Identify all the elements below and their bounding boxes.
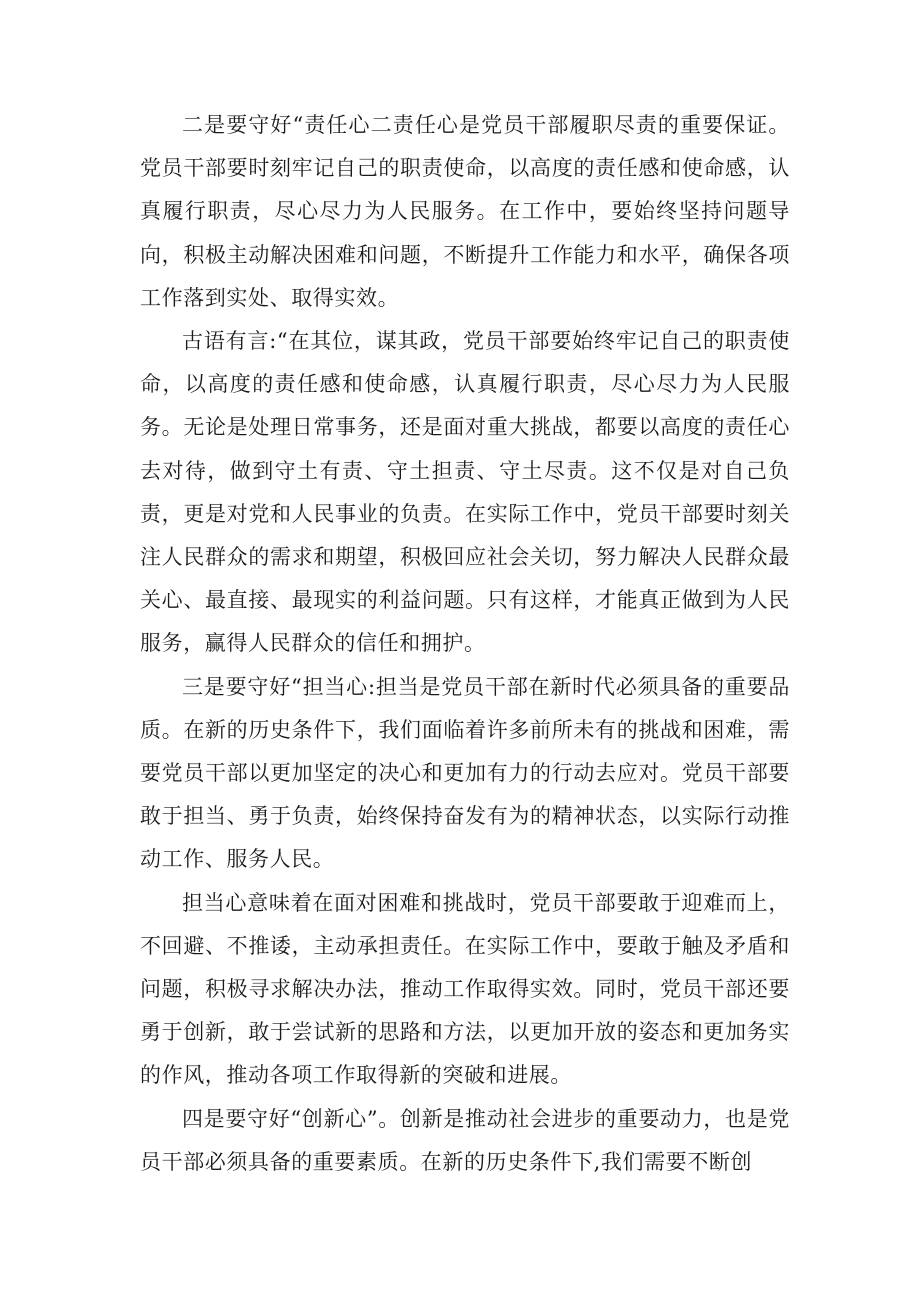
paragraph-responsibility: 二是要守好“责任心二责任心是党员干部履职尽责的重要保证。党员干部要时刻牢记自己的职责使命，以高度的责任感和使命感，认真履行职责，尽心尽力为人民服务。在工作中，要始终坚持问题导向，积极主动解决困难和问题，不断提升工作能力和水平，确保各项工作落到实处、取得实效。: [140, 113, 790, 310]
paragraph-ancient-saying: 古语有言:“在其位，谋其政，党员干部要始终牢记自己的职责使命，以高度的责任感和使命感，认真履行职责，尽心尽力为人民服务。无论是处理日常事务，还是面对重大挑战，都要以高度的责任心去对待，做到守土有责、守土担责、守土尽责。这不仅是对自己负责，更是对党和人民事业的负责。在实际工作中，党员干部要时刻关注人民群众的需求和期望，积极回应社会关切，努力解决人民群众最关心、最直接、最现实的利益问题。只有这样，才能真正做到为人民服务，赢得人民群众的信任和拥护。: [140, 329, 790, 656]
paragraph-commitment: 三是要守好“担当心:担当是党员干部在新时代必须具备的重要品质。在新的历史条件下，我们面临着许多前所未有的挑战和困难，需要党员干部以更加坚定的决心和更加有力的行动去应对。党员干部要敢于担当、勇于负责，始终保持奋发有为的精神状态，以实际行动推动工作、服务人民。: [140, 674, 790, 872]
document-body: [140, 104, 790, 1184]
paragraph-commitment-meaning: 担当心意味着在面对困难和挑战时，党员干部要敢于迎难而上，不回避、不推诿，主动承担责任。在实际工作中，要敢于触及矛盾和问题，积极寻求解决办法，推动工作取得实效。同时，党员干部还要勇于创新，敢于尝试新的思路和方法，以更加开放的姿态和更加务实的作风，推动各项工作取得新的突破和进展。: [140, 890, 790, 1088]
paragraph-innovation: 四是要守好“创新心”。创新是推动社会进步的重要动力，也是党员干部必须具备的重要素质。在新的历史条件下,我们需要不断创: [140, 1106, 790, 1174]
